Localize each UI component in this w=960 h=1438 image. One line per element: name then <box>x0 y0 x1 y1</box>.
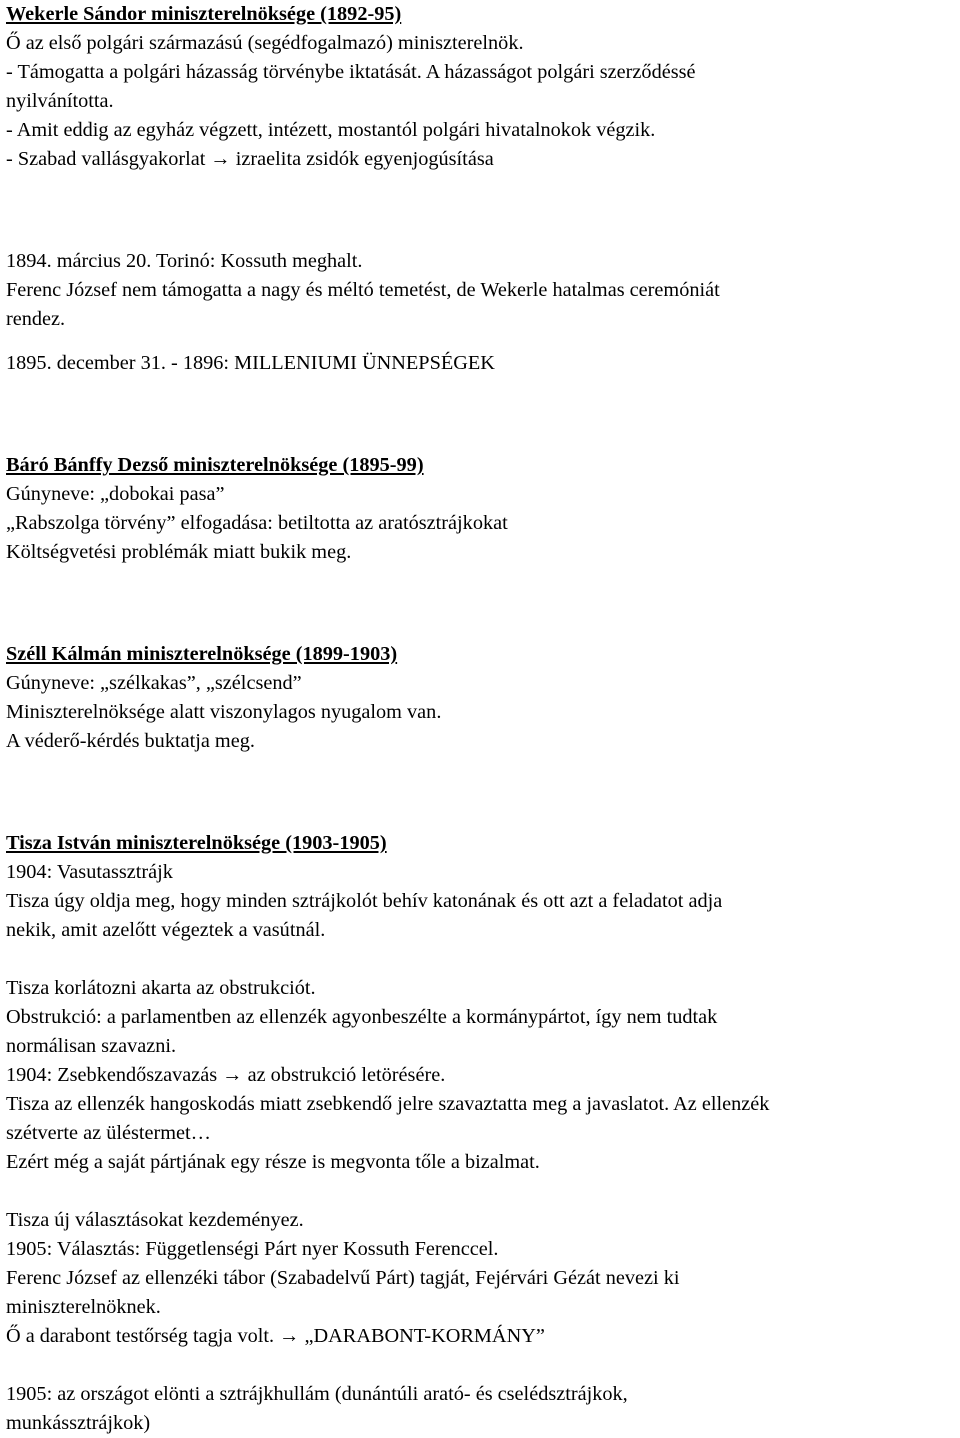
text-line: Ferenc József nem támogatta a nagy és méltó temetést, de Wekerle hatalmas ceremóniát <box>6 279 720 301</box>
spacer <box>6 945 958 974</box>
text-line: „Rabszolga törvény” elfogadása: betiltotta az aratósztrájkokat <box>6 512 508 534</box>
text-line: Ő a darabont testőrség tagja volt. → „DARABONT-KORMÁNY” <box>6 1325 545 1347</box>
text-line: Tisza korlátozni akarta az obstrukciót. <box>6 977 316 999</box>
text-line: nyilvánította. <box>6 90 114 112</box>
text-line: Ferenc József az ellenzéki tábor (Szabadelvű Párt) tagját, Fejérvári Gézát nevezi ki <box>6 1267 680 1289</box>
text-line: Tisza új választásokat kezdeményez. <box>6 1209 304 1231</box>
section-title-banffy: Báró Bánffy Dezső miniszterelnöksége (1895-99) <box>6 454 424 476</box>
spacer <box>6 378 958 451</box>
section-title-wekerle: Wekerle Sándor miniszterelnöksége (1892-95) <box>6 3 402 25</box>
section-title-szell: Széll Kálmán miniszterelnöksége (1899-1903) <box>6 643 398 665</box>
spacer <box>6 334 958 349</box>
text-line: Ezért még a saját pártjának egy része is megvonta tőle a bizalmat. <box>6 1151 540 1173</box>
millennium-line: 1895. december 31. - 1896: MILLENIUMI ÜNNEPSÉGEK <box>6 352 495 374</box>
text-line: Miniszterelnöksége alatt viszonylagos nyugalom van. <box>6 701 442 723</box>
text-line: 1905: az országot elönti a sztrájkhullám (dunántúli arató- és cselédsztrájkok, <box>6 1383 628 1405</box>
text-line: Ő az első polgári származású (segédfogalmazó) miniszterelnök. <box>6 32 524 54</box>
text-line: nekik, amit azelőtt végeztek a vasútnál. <box>6 919 326 941</box>
text-line: 1894. március 20. Torinó: Kossuth meghalt. <box>6 250 363 272</box>
text-line: 1904: Vasutassztrájk <box>6 861 173 883</box>
text-line: - Támogatta a polgári házasság törvénybe iktatását. A házasságot polgári szerződéssé <box>6 61 696 83</box>
spacer <box>6 174 958 247</box>
spacer <box>6 1177 958 1206</box>
document-page <box>6 0 958 1438</box>
text-line: miniszterelnöknek. <box>6 1296 161 1318</box>
text-line: rendez. <box>6 308 66 330</box>
text-line: szétverte az üléstermet… <box>6 1122 211 1144</box>
text-line: Obstrukció: a parlamentben az ellenzék agyonbeszélte a kormánypártot, így nem tudtak <box>6 1006 718 1028</box>
spacer <box>6 756 958 829</box>
spacer <box>6 567 958 640</box>
text-line: Tisza az ellenzék hangoskodás miatt zsebkendő jelre szavaztatta meg a javaslatot. Az ellenzék <box>6 1093 770 1115</box>
text-line: normálisan szavazni. <box>6 1035 177 1057</box>
text-line: 1905: Választás: Függetlenségi Párt nyer Kossuth Ferenccel. <box>6 1238 499 1260</box>
spacer <box>6 1351 958 1380</box>
text-line: munkássztrájkok) <box>6 1412 151 1434</box>
text-line: Gúnyneve: „szélkakas”, „szélcsend” <box>6 672 302 694</box>
text-line: Gúnyneve: „dobokai pasa” <box>6 483 225 505</box>
text-line: Költségvetési problémák miatt bukik meg. <box>6 541 352 563</box>
text-line: Tisza úgy oldja meg, hogy minden sztrájkolót behív katonának és ott azt a feladatot adja <box>6 890 723 912</box>
text-line: 1904: Zsebkendőszavazás → az obstrukció letörésére. <box>6 1064 446 1086</box>
text-line: - Amit eddig az egyház végzett, intézett, mostantól polgári hivatalnokok végzik. <box>6 119 656 141</box>
text-line: - Szabad vallásgyakorlat → izraelita zsidók egyenjogúsítása <box>6 148 494 170</box>
section-title-tisza: Tisza István miniszterelnöksége (1903-1905) <box>6 832 387 854</box>
text-line: A véderő-kérdés buktatja meg. <box>6 730 255 752</box>
